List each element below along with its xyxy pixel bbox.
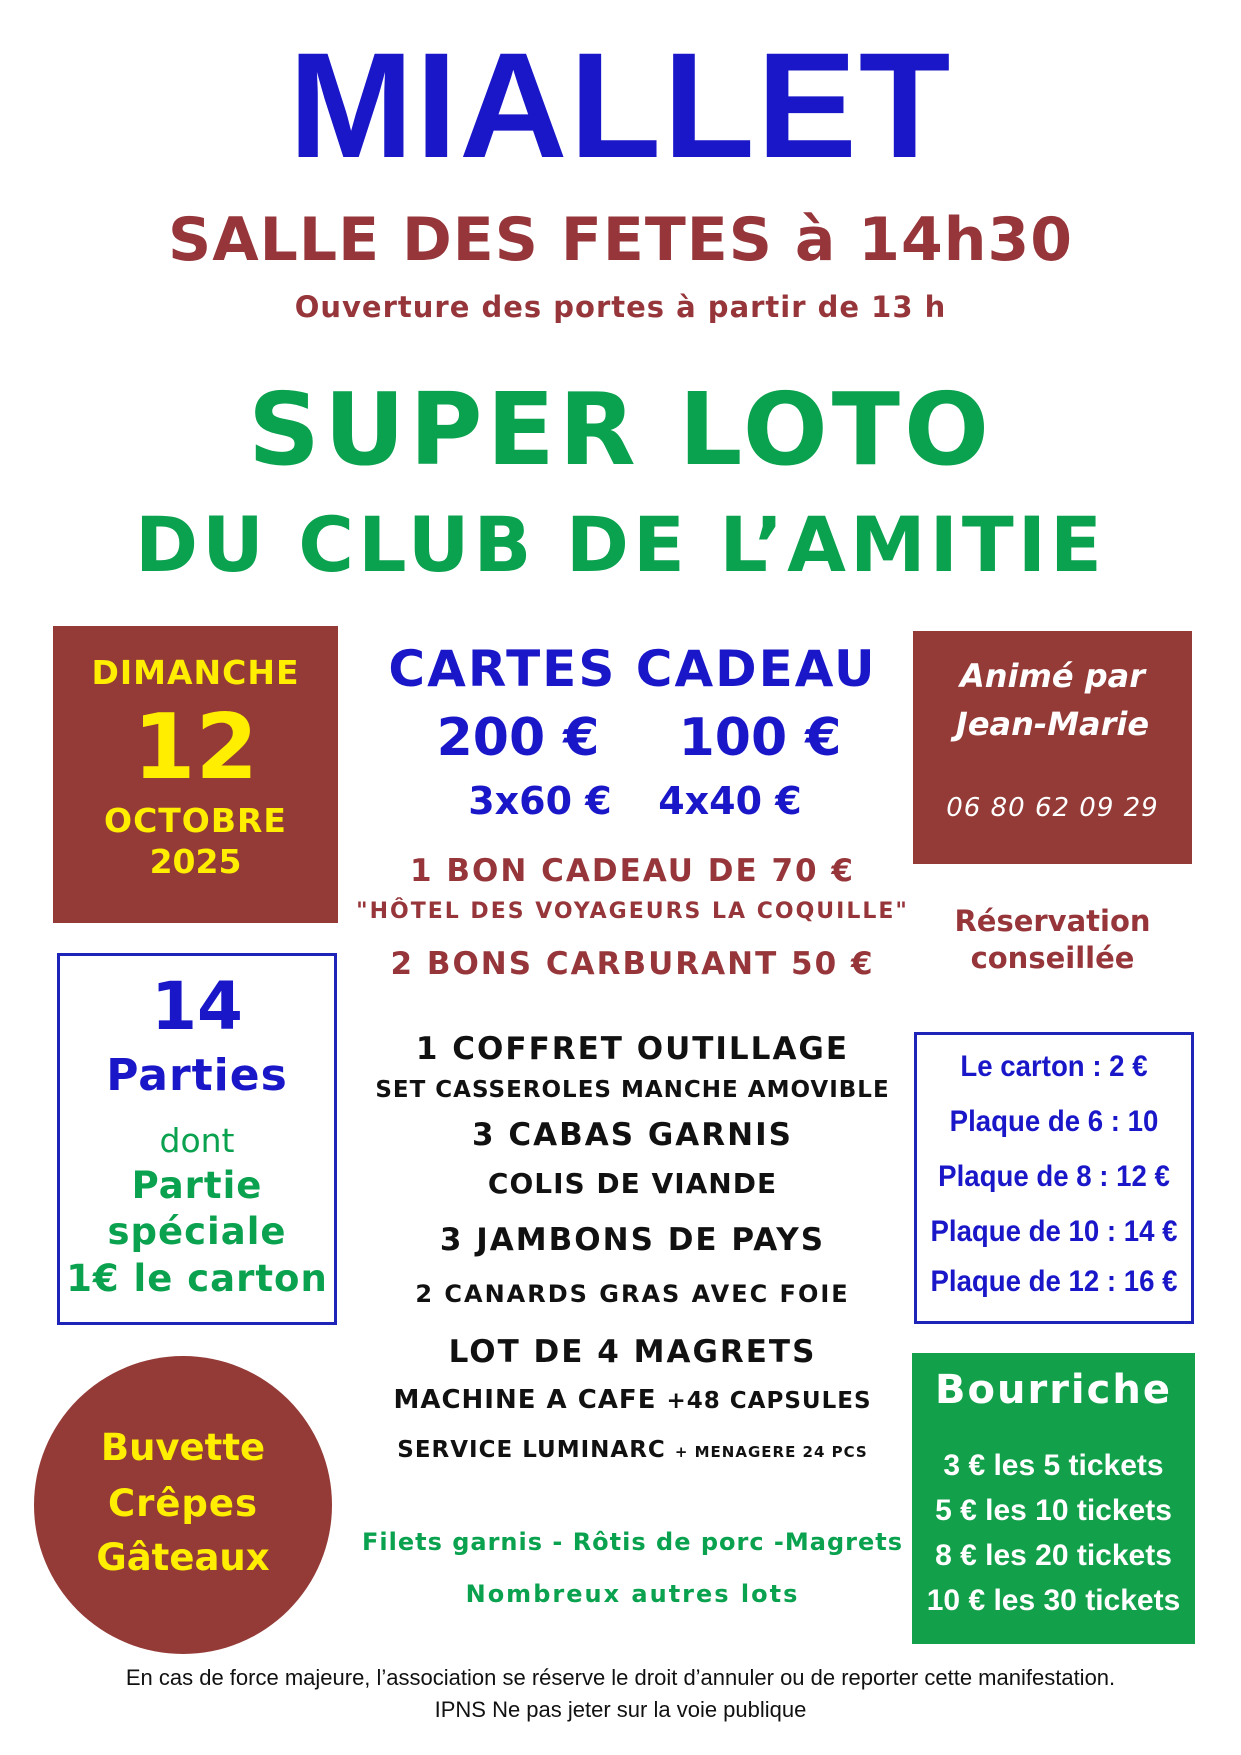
gift-cards-title: CARTES CADEAU [388,640,877,698]
date-year: 2025 [149,842,242,881]
prize-autres: Nombreux autres lots [465,1580,800,1608]
games-label: Parties [106,1050,288,1101]
event-title: SUPER LOTO [247,371,994,488]
reservation-note [913,903,1192,977]
bourriche-box [912,1353,1195,1644]
price-row: Le carton : 2 € [960,1050,1148,1083]
games-count: 14 [151,968,243,1045]
prize-coffee-machine [355,1384,910,1417]
buvette-line1: Buvette [100,1426,266,1469]
price-row: Plaque de 8 : 12 € [938,1160,1170,1193]
games-dont: dont [159,1121,235,1160]
special-game-line1: Partie [131,1164,263,1207]
bourriche-row: 3 € les 5 tickets [943,1449,1164,1482]
gift-card-4x40: 4x40 € [658,779,802,823]
date-box [53,626,338,923]
prize-cabas: 3 CABAS GARNIS [472,1117,793,1153]
prize-magrets: LOT DE 4 MAGRETS [448,1334,817,1370]
reservation-line2: conseillée [970,941,1135,975]
prize-colis: COLIS DE VIANDE [487,1167,778,1200]
gift-card-200: 200 € [436,708,600,768]
price-row: Plaque de 10 : 14 € [930,1215,1178,1248]
fuel-vouchers: 2 BONS CARBURANT 50 € [390,946,875,982]
buvette-line2: Crêpes [107,1482,259,1525]
host-name: Jean-Marie [955,705,1150,743]
buvette-circle [34,1356,332,1654]
price-row: Plaque de 12 : 16 € [930,1265,1178,1298]
bourriche-row: 10 € les 30 tickets [926,1584,1181,1617]
bourriche-row: 8 € les 20 tickets [935,1539,1172,1572]
gift-voucher: 1 BON CADEAU DE 70 € [410,853,855,889]
prize-jambons: 3 JAMBONS DE PAYS [439,1222,826,1258]
bourriche-title: Bourriche [935,1367,1172,1413]
prize-menagere: + MENAGERE 24 PCS [674,1443,868,1461]
date-day: 12 [132,695,259,800]
host-phone: 06 80 62 09 29 [946,793,1159,823]
date-month: OCTOBRE [104,801,287,840]
hotel-name: "HÔTEL DES VOYAGEURS LA COQUILLE" [356,899,909,924]
town-title: MIALLET [288,21,953,189]
prize-service [355,1436,910,1466]
games-box [57,953,337,1325]
reservation-line1: Réservation [954,904,1151,938]
prize-filets: Filets garnis - Rôtis de porc -Magrets [361,1528,903,1556]
event-subtitle: DU CLUB DE L’AMITIE [135,500,1106,589]
prize-casseroles: SET CASSEROLES MANCHE AMOVIBLE [375,1077,890,1103]
gift-card-3x60: 3x60 € [468,779,612,823]
price-row: Plaque de 6 : 10 [949,1105,1159,1138]
gift-card-100: 100 € [678,708,842,768]
footer-disclaimer: En cas de force majeure, l’association se réserve le droit d’annuler ou de reporter cette manifestation. [125,1665,1116,1690]
prize-coffee-machine-label: MACHINE A CAFE [393,1385,657,1415]
prize-service-label: SERVICE LUMINARC [397,1437,666,1463]
prize-capsules: +48 CAPSULES [666,1388,872,1414]
date-weekday: DIMANCHE [91,653,300,692]
bourriche-row: 5 € les 10 tickets [935,1494,1172,1527]
prize-toolbox: 1 COFFRET OUTILLAGE [415,1031,850,1067]
special-game-price: 1€ le carton [66,1257,328,1300]
prices-box [914,1032,1194,1324]
buvette-line3: Gâteaux [96,1536,270,1579]
host-box [913,631,1192,864]
doors-opening: Ouverture des portes à partir de 13 h [294,290,947,324]
host-line1: Animé par [960,657,1145,695]
venue-time: SALLE DES FETES à 14h30 [168,205,1073,275]
prize-canards: 2 CANARDS GRAS AVEC FOIE [415,1280,850,1308]
special-game-line2: spéciale [107,1210,287,1253]
footer-ipns: IPNS Ne pas jeter sur la voie publique [434,1697,807,1722]
